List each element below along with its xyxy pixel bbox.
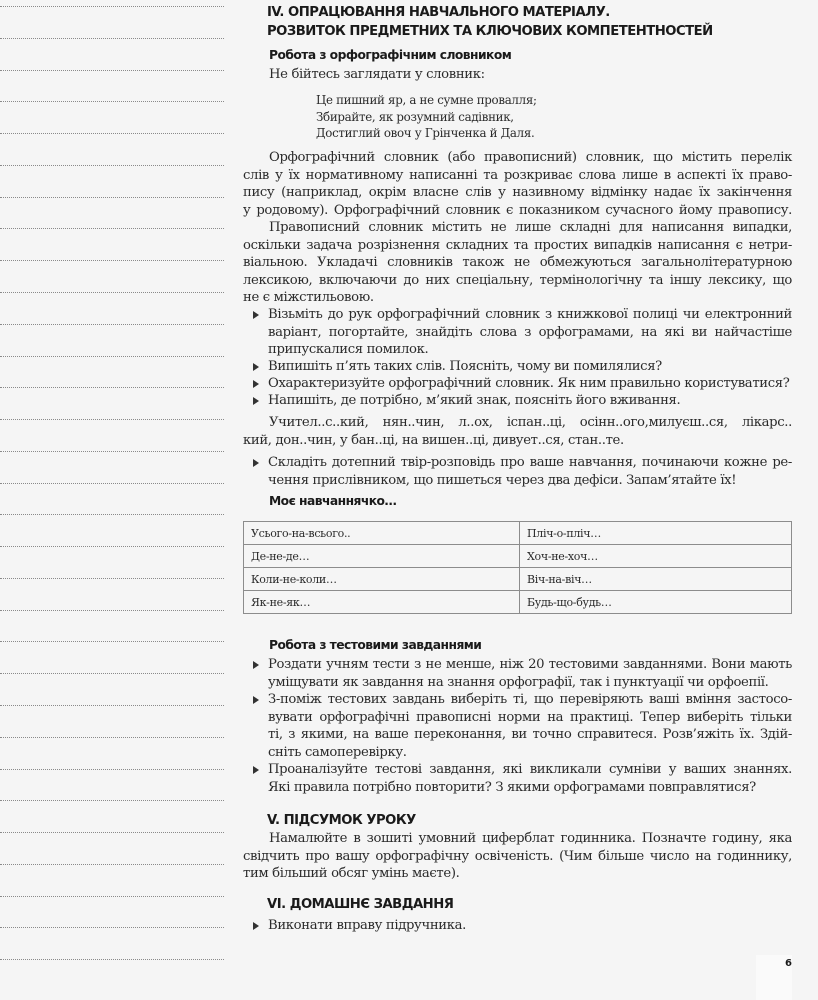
note-line bbox=[0, 959, 224, 960]
poem-line: Це пишний яр, а не сумне провалля; bbox=[316, 93, 537, 107]
section-6-title: VI. ДОМАШНЄ ЗАВДАННЯ bbox=[267, 897, 454, 912]
text-line: Візьміть до рук орфографічний словник з книжкової полиці чи електронний bbox=[268, 307, 792, 322]
text-line: Учител..с..кий, нян..чин, л..ох, іспан..ці, осінн..ого,милуєш..ся, лікарс.. bbox=[269, 415, 792, 430]
triangle-bullet-icon bbox=[253, 380, 259, 388]
text-line: кий, дон..чин, у бан..ці, на вишен..ці, дивует..ся, стан..те. bbox=[243, 432, 624, 448]
table-heading: Моє навчаннячко… bbox=[269, 494, 397, 508]
dictionary-work-heading: Робота з орфографічним словником bbox=[269, 48, 512, 62]
paragraph-1 bbox=[243, 149, 792, 219]
poem-line: Збирайте, як розумний садівник, bbox=[316, 109, 514, 124]
note-line bbox=[0, 610, 224, 611]
note-line bbox=[0, 197, 224, 198]
note-line bbox=[0, 324, 224, 325]
table-cell: Хоч-не-хоч… bbox=[520, 545, 792, 568]
note-line bbox=[0, 133, 224, 134]
table-row bbox=[244, 522, 792, 545]
text-line: Які правила потрібно повторити? З якими орфограмами повправлятися? bbox=[268, 779, 756, 795]
table-row bbox=[244, 568, 792, 591]
text-line: З-поміж тестових завдань виберіть ті, що перевіряють ваші вміння застосо- bbox=[268, 692, 792, 707]
triangle-bullet-icon bbox=[253, 766, 259, 774]
note-line bbox=[0, 641, 224, 642]
text-line: віальною. Укладачі словників також не обмежуються загальнолітературною bbox=[243, 255, 792, 271]
note-line bbox=[0, 165, 224, 166]
note-line bbox=[0, 578, 224, 579]
text-line: свідчить про вашу орфографічну освіченість. (Чим більше число на годиннику, bbox=[243, 848, 792, 864]
poem bbox=[316, 92, 537, 142]
paragraph-2 bbox=[243, 219, 792, 307]
note-line bbox=[0, 419, 224, 420]
section-4-title bbox=[243, 3, 713, 41]
test-work-heading: Робота з тестовими завданнями bbox=[269, 638, 482, 652]
note-line bbox=[0, 546, 224, 547]
section-5-title: V. ПІДСУМОК УРОКУ bbox=[267, 813, 416, 828]
text-line: Виконати вправу підручника. bbox=[268, 918, 466, 933]
section-4-title-line-2: РОЗВИТОК ПРЕДМЕТНИХ ТА КЛЮЧОВИХ КОМПЕТЕНТНОСТЕЙ bbox=[267, 24, 713, 39]
note-line bbox=[0, 705, 224, 706]
text-line: Напишіть, де потрібно, м’який знак, поясніть його вживання. bbox=[268, 393, 681, 408]
text-line: Випишіть п’ять таких слів. Поясніть, чому ви помилялися? bbox=[268, 359, 662, 374]
text-line: пису (наприклад, окрім власне слів у називному відмінку надає їх закінчення bbox=[243, 185, 792, 201]
notes-margin bbox=[0, 0, 225, 1000]
table-cell: Пліч-о-пліч… bbox=[520, 522, 792, 545]
table-row bbox=[244, 545, 792, 568]
text-line: Охарактеризуйте орфографічний словник. Як ним правильно користуватися? bbox=[268, 376, 790, 391]
triangle-bullet-icon bbox=[253, 459, 259, 467]
table-cell: Будь-що-будь… bbox=[520, 591, 792, 614]
text-line: тим більший обсяг умінь маєте). bbox=[243, 866, 460, 882]
note-line bbox=[0, 38, 224, 39]
note-line bbox=[0, 387, 224, 388]
text-line: Намалюйте в зошиті умовний циферблат годинника. Позначте годину, яка bbox=[269, 831, 792, 846]
note-line bbox=[0, 228, 224, 229]
text-line: Проаналізуйте тестові завдання, які викликали сумніви у ваших знаннях. bbox=[268, 762, 792, 777]
text-line: вувати орфографічні правописні норми на практиці. Тепер виберіть тільки bbox=[268, 709, 792, 725]
triangle-bullet-icon bbox=[253, 363, 259, 371]
text-line: чення прислівником, що пишеться через два дефіси. Запам’ятайте їх! bbox=[268, 472, 737, 488]
text-line: уміщувати як завдання на знання орфографії, так і пунктуації чи орфоепії. bbox=[268, 674, 769, 690]
note-line bbox=[0, 673, 224, 674]
note-line bbox=[0, 737, 224, 738]
table-cell: Як-не-як… bbox=[244, 591, 520, 614]
note-line bbox=[0, 356, 224, 357]
note-line bbox=[0, 292, 224, 293]
table-cell: Де-не-де… bbox=[244, 545, 520, 568]
text-line: Орфографічний словник (або правописний) словник, що містить перелік bbox=[269, 150, 792, 165]
text-line: Правописний словник містить не лише складні для написання випадки, bbox=[269, 220, 792, 235]
table-cell: Усього-на-всього.. bbox=[244, 522, 520, 545]
summary-text bbox=[243, 830, 792, 883]
note-line bbox=[0, 832, 224, 833]
text-line: у родовому). Орфографічний словник є показником сучасного йому правопису. bbox=[243, 202, 792, 218]
text-line: слів у їх нормативному написанні та розкриває слова лише в аспекті їх право- bbox=[243, 167, 792, 183]
text-line: оскільки задача розрізнення складних та простих випадків написання є нетри- bbox=[243, 237, 792, 253]
poem-line: Достиглий овоч у Грінченка й Даля. bbox=[316, 126, 535, 140]
note-line bbox=[0, 514, 224, 515]
table-row bbox=[244, 591, 792, 614]
table-cell: Віч-на-віч… bbox=[520, 568, 792, 591]
adverbs-table bbox=[243, 521, 792, 614]
triangle-bullet-icon bbox=[253, 397, 259, 405]
text-line: лексикою, включаючи до них спеціальну, термінологічну та іншу лексику, що bbox=[243, 272, 792, 288]
note-line bbox=[0, 70, 224, 71]
note-line bbox=[0, 896, 224, 897]
note-line bbox=[0, 769, 224, 770]
note-line bbox=[0, 927, 224, 928]
exercise-text bbox=[243, 414, 792, 449]
dictionary-intro bbox=[269, 66, 789, 84]
text-line: Складіть дотепний твір-розповідь про ваше навчання, починаючи кожне ре- bbox=[268, 455, 792, 470]
note-line bbox=[0, 260, 224, 261]
triangle-bullet-icon bbox=[253, 922, 259, 930]
note-line bbox=[0, 800, 224, 801]
text-line: ті, з якими, на ваше переконання, ви точно справитеся. Розв’яжіть їх. Здій- bbox=[268, 727, 792, 743]
text-line: не є міжстильовою. bbox=[243, 290, 374, 306]
text-line: варіант, погортайте, знайдіть слова з орфограмами, на які ви найчастіше bbox=[268, 324, 792, 340]
note-line bbox=[0, 451, 224, 452]
note-line bbox=[0, 483, 224, 484]
text-line: Роздати учням тести з не менше, ніж 20 тестовими завданнями. Вони мають bbox=[268, 657, 792, 672]
text-line: сніть самоперевірку. bbox=[268, 744, 407, 760]
table-cell: Коли-не-коли… bbox=[244, 568, 520, 591]
triangle-bullet-icon bbox=[253, 696, 259, 704]
section-4-title-line-1: IV. ОПРАЦЮВАННЯ НАВЧАЛЬНОГО МАТЕРІАЛУ. bbox=[267, 5, 610, 20]
text-line: припускалися помилок. bbox=[268, 342, 429, 358]
intro-text: Не бійтесь заглядати у словник: bbox=[269, 67, 485, 82]
triangle-bullet-icon bbox=[253, 661, 259, 669]
page-number: 6 bbox=[785, 958, 792, 969]
triangle-bullet-icon bbox=[253, 311, 259, 319]
note-line bbox=[0, 6, 224, 7]
note-line bbox=[0, 101, 224, 102]
note-line bbox=[0, 864, 224, 865]
